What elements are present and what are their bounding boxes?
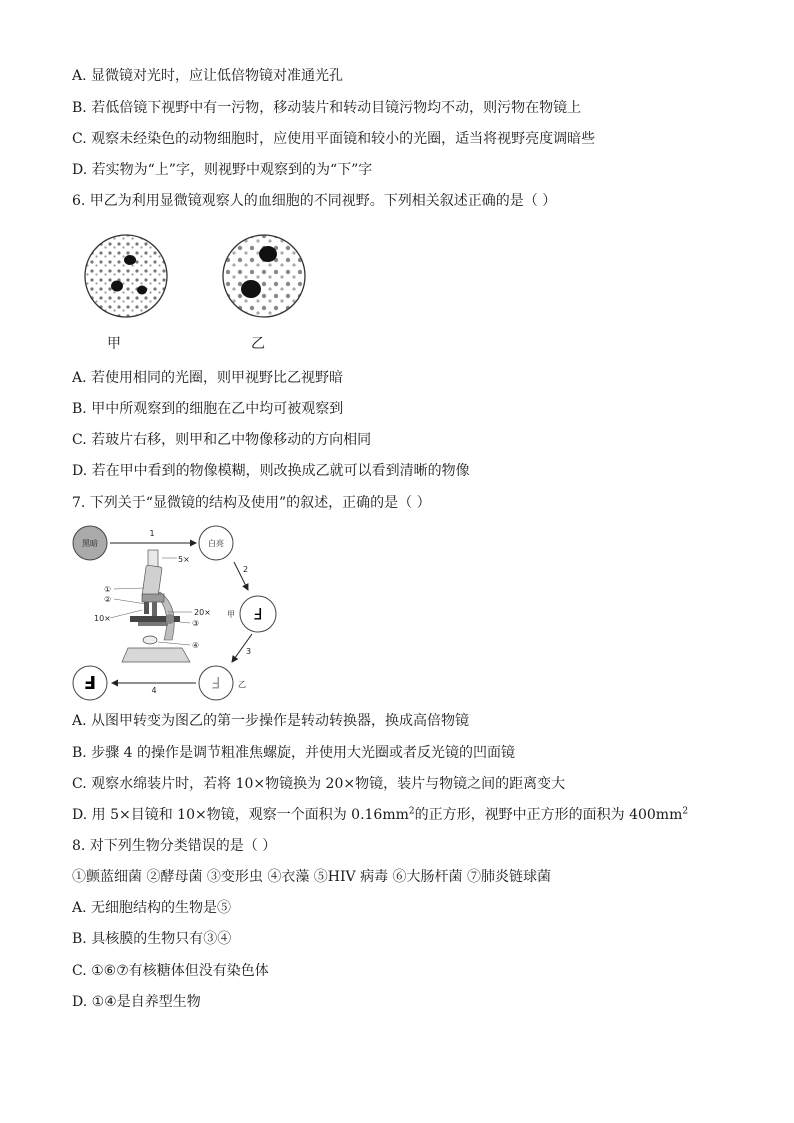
- q6-stem: 6. 甲乙为利用显微镜观察人的血细胞的不同视野。下列相关叙述正确的是（ ）: [72, 193, 557, 209]
- q8-option-c: C. ①⑥⑦有核糖体但没有染色体: [72, 963, 269, 979]
- q7-stem: 7. 下列关于“显微镜的结构及使用”的叙述，正确的是（ ）: [72, 495, 431, 511]
- glyph-final: F: [83, 671, 97, 692]
- q6-option-d: D. 若在甲中看到的物像模糊，则改换成乙就可以看到清晰的物像: [72, 463, 470, 479]
- q8-organism-list: ①颤蓝细菌 ②酵母菌 ③变形虫 ④衣藻 ⑤HIV 病毒 ⑥大肠杆菌 ⑦肺炎链球菌: [72, 869, 551, 885]
- q6-option-c: C. 若玻片右移，则甲和乙中物像移动的方向相同: [72, 432, 372, 448]
- part-2-label: ②: [104, 595, 112, 604]
- view-yi-label: 乙: [251, 336, 265, 352]
- step-3-label: 3: [246, 647, 252, 656]
- view-jia: [85, 235, 167, 317]
- q8-stem: 8. 对下列生物分类错误的是（ ）: [72, 838, 277, 854]
- bright-label: 白亮: [208, 539, 224, 548]
- part-4-label: ④: [192, 641, 200, 650]
- microscope-steps-diagram: [70, 522, 285, 704]
- q7-option-a: A. 从图甲转变为图乙的第一步操作是转动转换器，换成高倍物镜: [72, 713, 470, 729]
- step-1-label: 1: [149, 529, 155, 538]
- view-jia-label: 甲: [107, 336, 121, 352]
- q5-option-a: A. 显微镜对光时，应让低倍物镜对准通光孔: [72, 68, 344, 84]
- microscope-illustration: [122, 550, 190, 662]
- q5-option-b: B. 若低倍镜下视野中有一污物，移动装片和转动目镜污物均不动，则污物在物镜上: [72, 100, 582, 116]
- q8-option-b: B. 具核膜的生物只有③④: [72, 931, 232, 947]
- glyph-yi: F: [211, 673, 221, 692]
- q7-option-b: B. 步骤 4 的操作是调节粗准焦螺旋，并使用大光圈或者反光镜的凹面镜: [72, 745, 515, 761]
- part-1-label: ①: [104, 585, 112, 594]
- q8-option-d: D. ①④是自养型生物: [72, 994, 201, 1010]
- yi-label: 乙: [238, 680, 246, 689]
- step-2-label: 2: [243, 565, 249, 574]
- mag-20x-label: 20×: [194, 608, 211, 617]
- q7-option-d: D. 用 5×目镜和 10×物镜，观察一个面积为 $0.16mm^2$的正方形，视野中正方形的面积为 $400mm^2$: [72, 806, 689, 823]
- part-3-label: ③: [192, 619, 200, 628]
- q6-option-b: B. 甲中所观察到的细胞在乙中均可被观察到: [72, 401, 344, 417]
- mag-10x-label: 10×: [94, 614, 111, 623]
- jia-label: 甲: [227, 610, 235, 619]
- q5-option-d: D. 若实物为“上”字，则视野中观察到的为“下”字: [72, 162, 373, 178]
- step-4-label: 4: [151, 686, 157, 695]
- dark-label: 黑暗: [82, 539, 98, 548]
- q7-option-c: C. 观察水绵装片时，若将 10×物镜换为 20×物镜，装片与物镜之间的距离变大: [72, 776, 566, 792]
- q5-option-c: C. 观察未经染色的动物细胞时，应使用平面镜和较小的光圈，适当将视野亮度调暗些: [72, 131, 596, 147]
- q6-option-a: A. 若使用相同的光圈，则甲视野比乙视野暗: [72, 370, 344, 386]
- view-yi: [223, 235, 305, 317]
- q8-option-a: A. 无细胞结构的生物是⑤: [72, 900, 232, 916]
- mag-5x-label: 5×: [178, 555, 190, 564]
- blood-cell-views-figure: [80, 232, 320, 322]
- glyph-jia: F: [253, 604, 263, 623]
